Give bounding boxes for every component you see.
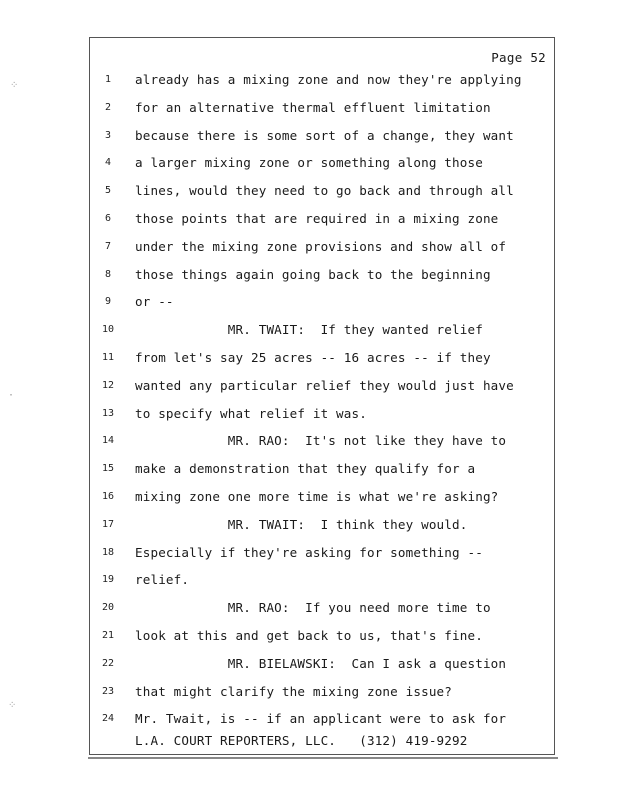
- transcript-line: those points that are required in a mixing zone: [135, 211, 499, 226]
- transcript-line: that might clarify the mixing zone issue?: [135, 683, 453, 699]
- transcript-line: MR. TWAIT: I think they would.: [135, 516, 468, 532]
- line-number: 23: [101, 685, 115, 697]
- line-number: 10: [101, 324, 115, 336]
- line-number: 17: [101, 518, 115, 530]
- court-reporter-footer: L.A. COURT REPORTERS, LLC. (312) 419-9292: [135, 733, 468, 748]
- bottom-rule: [88, 757, 558, 759]
- line-number: 12: [101, 379, 115, 391]
- line-number: 24: [101, 713, 115, 725]
- line-number: 13: [101, 407, 115, 419]
- transcript-line: lines, would they need to go back and through all: [135, 183, 514, 199]
- transcript-line: mixing zone one more time is what we're asking?: [135, 489, 499, 504]
- transcript-line: MR. RAO: It's not like they have to: [135, 433, 507, 449]
- scan-speck: ·: [8, 390, 15, 401]
- transcript-line: Especially if they're asking for something --: [135, 544, 483, 560]
- scan-speck: ⁘: [8, 700, 17, 711]
- transcript-line: to specify what relief it was.: [135, 405, 367, 421]
- page-number: Page 52: [491, 50, 546, 65]
- line-number: 14: [101, 435, 115, 447]
- line-number: 11: [101, 352, 115, 363]
- transcript-line: relief.: [135, 572, 190, 588]
- line-number: 20: [101, 602, 115, 614]
- transcript-line: because there is some sort of a change, they want: [135, 127, 514, 143]
- transcript-line: for an alternative thermal effluent limitation: [135, 99, 491, 115]
- line-number: 5: [104, 185, 112, 197]
- transcript-line: MR. TWAIT: If they wanted relief: [135, 322, 483, 338]
- transcript-line: under the mixing zone provisions and show all of: [135, 238, 507, 254]
- line-number: 18: [101, 546, 115, 558]
- transcript-line: make a demonstration that they qualify for a: [135, 461, 476, 477]
- scan-speck: ⁘: [10, 80, 19, 91]
- transcript-line: Mr. Twait, is -- if an applicant were to ask for: [135, 711, 507, 727]
- line-number: 6: [104, 213, 112, 224]
- line-number: 4: [104, 157, 112, 169]
- line-number: 22: [101, 657, 115, 669]
- transcript-line: MR. BIELAWSKI: Can I ask a question: [135, 655, 507, 671]
- transcript-line: a larger mixing zone or something along those: [135, 155, 483, 171]
- transcript-line: or --: [135, 294, 174, 310]
- line-number: 21: [101, 630, 115, 641]
- transcript-page: [89, 37, 555, 755]
- transcript-line: from let's say 25 acres -- 16 acres -- if they: [135, 350, 491, 365]
- line-number: 7: [104, 240, 112, 252]
- line-number: 15: [101, 463, 115, 475]
- line-number: 19: [101, 574, 115, 586]
- line-number: 1: [104, 74, 112, 85]
- line-number: 8: [104, 268, 112, 280]
- transcript-line: MR. RAO: If you need more time to: [135, 600, 491, 616]
- line-number: 2: [104, 101, 112, 113]
- line-number: 9: [104, 296, 112, 308]
- line-number: 16: [101, 491, 115, 502]
- line-number: 3: [104, 129, 112, 141]
- transcript-line: those things again going back to the beginning: [135, 266, 491, 282]
- transcript-line: already has a mixing zone and now they're applying: [135, 72, 522, 87]
- transcript-line: wanted any particular relief they would just have: [135, 377, 514, 393]
- transcript-line: look at this and get back to us, that's fine.: [135, 628, 483, 643]
